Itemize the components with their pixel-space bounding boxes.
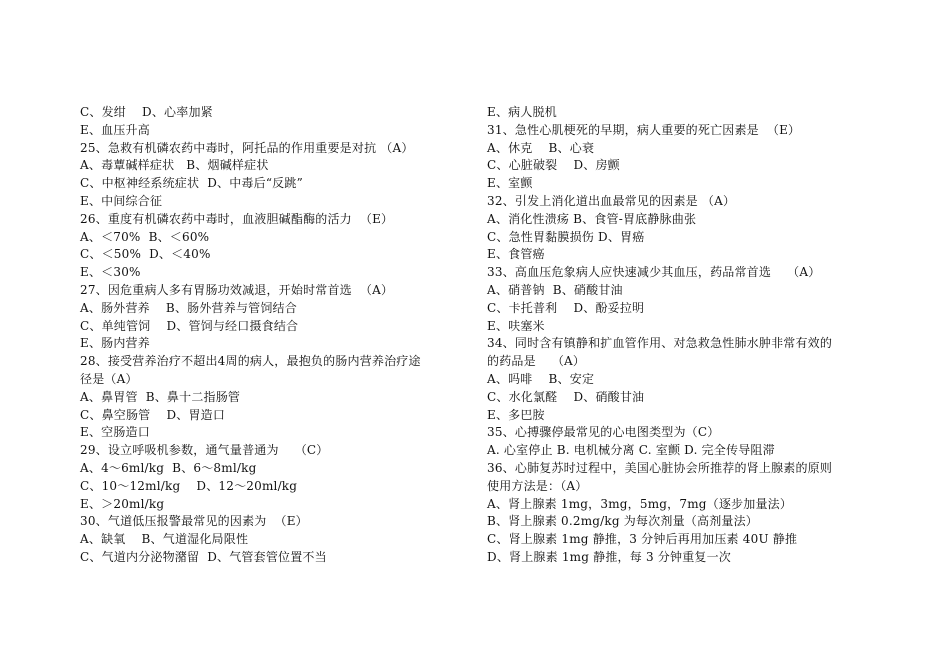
right-column-line: C、心脏破裂 D、房颤 [487, 158, 620, 173]
left-column-line: A、＜70% B、＜60% [80, 229, 210, 244]
right-column-line: B、肾上腺素 0.2mg/kg 为每次剂量（高剂量法） [487, 514, 758, 529]
right-column [487, 104, 867, 567]
left-column-line: 26、重度有机磷农药中毒时，血液胆碱酯酶的活力 （E） [80, 211, 394, 226]
left-column-line: 25、急救有机磷农药中毒时，阿托品的作用重要是对抗 （A） [80, 140, 414, 155]
left-column-line: C、发绀 D、心率加紧 [80, 105, 213, 119]
right-column-line: C、卡托普利 D、酚妥拉明 [487, 300, 645, 315]
left-column-line: 28、接受营养治疗不超出4周的病人，最抱负的肠内营养治疗途 [80, 354, 421, 369]
left-column-line: C、单纯管饲 D、管饲与经口摄食结合 [80, 318, 299, 333]
right-column-line: A. 心室停止 B. 电机械分离 C. 室颤 D. 完全传导阻滞 [487, 443, 775, 458]
left-column-line: C、10～12ml/kg D、12～20ml/kg [80, 478, 298, 493]
right-column-line: 32、引发上消化道出血最常见的因素是 （A） [487, 193, 736, 208]
left-column-line: A、毒蕈碱样症状 B、烟碱样症状 [80, 158, 269, 173]
left-column-line: 径是（A） [80, 371, 138, 386]
right-column-line: C、水化氯醛 D、硝酸甘油 [487, 389, 645, 404]
right-column-line: 的药品是 （A） [487, 354, 586, 369]
right-column-line: E、食管癌 [487, 247, 545, 262]
right-column-line: 31、急性心肌梗死的早期，病人重要的死亡因素是 （E） [487, 122, 801, 137]
left-column-line: 30、气道低压报警最常见的因素为 （E） [80, 514, 308, 529]
left-column-line: 29、设立呼吸机参数，通气量普通为 （C） [80, 443, 329, 458]
right-column-line: A、吗啡 B、安定 [487, 371, 595, 386]
right-column-line: A、消化性溃疡 B、食管-胃底静脉曲张 [487, 211, 697, 226]
right-column-line: E、多巴胺 [487, 407, 545, 422]
left-column-line: C、气道内分泌物潴留 D、气管套管位置不当 [80, 549, 327, 564]
left-column-line: E、空肠造口 [80, 425, 150, 440]
right-column-line: D、肾上腺素 1mg 静推，每 3 分钟重复一次 [487, 549, 732, 564]
right-column-line: E、病人脱机 [487, 105, 557, 119]
left-column-line: E、血压升高 [80, 122, 150, 137]
left-column-line: 27、因危重病人多有胃肠功效减退，开始时常首选 （A） [80, 282, 394, 297]
right-column-line: A、硝普钠 B、硝酸甘油 [487, 282, 623, 297]
right-column-line: C、肾上腺素 1mg 静推，3 分钟后再用加压素 40U 静推 [487, 532, 798, 547]
left-column-line: C、＜50% D、＜40% [80, 247, 211, 262]
left-column-line: A、鼻胃管 B、鼻十二指肠管 [80, 389, 241, 404]
left-column-line: A、缺氧 B、气道湿化局限性 [80, 532, 249, 547]
left-column-line: E、肠内营养 [80, 336, 150, 351]
left-column-line: C、鼻空肠管 D、胃造口 [80, 407, 226, 422]
left-column [80, 104, 485, 567]
right-column-line: 34、同时含有镇静和扩血管作用、对急救急性肺水肿非常有效的 [487, 336, 833, 351]
left-column-line: E、＜30% [80, 265, 141, 280]
left-column-line: E、＞20ml/kg [80, 496, 165, 511]
left-column-line: A、肠外营养 B、肠外营养与管饲结合 [80, 300, 297, 315]
right-column-line: 36、心肺复苏时过程中，美国心脏协会所推荐的肾上腺素的原则 [487, 460, 833, 475]
right-column-line: E、呋塞米 [487, 318, 545, 333]
right-column-line: 35、心搏骤停最常见的心电图类型为（C） [487, 425, 720, 440]
right-column-line: E、室颤 [487, 176, 533, 191]
right-column-line: 使用方法是：（A） [487, 478, 588, 493]
right-column-line: A、肾上腺素 1mg，3mg，5mg，7mg（逐步加量法） [487, 496, 793, 511]
right-column-line: A、休克 B、心衰 [487, 140, 595, 155]
left-column-line: A、4～6ml/kg B、6～8ml/kg [80, 460, 257, 475]
right-column-line: 33、高血压危象病人应快速减少其血压，药品常首选 （A） [487, 265, 821, 280]
left-column-line: E、中间综合征 [80, 193, 163, 208]
left-column-line: C、中枢神经系统症状 D、中毒后“反跳” [80, 176, 303, 191]
right-column-line: C、急性胃黏膜损伤 D、胃癌 [487, 229, 645, 244]
